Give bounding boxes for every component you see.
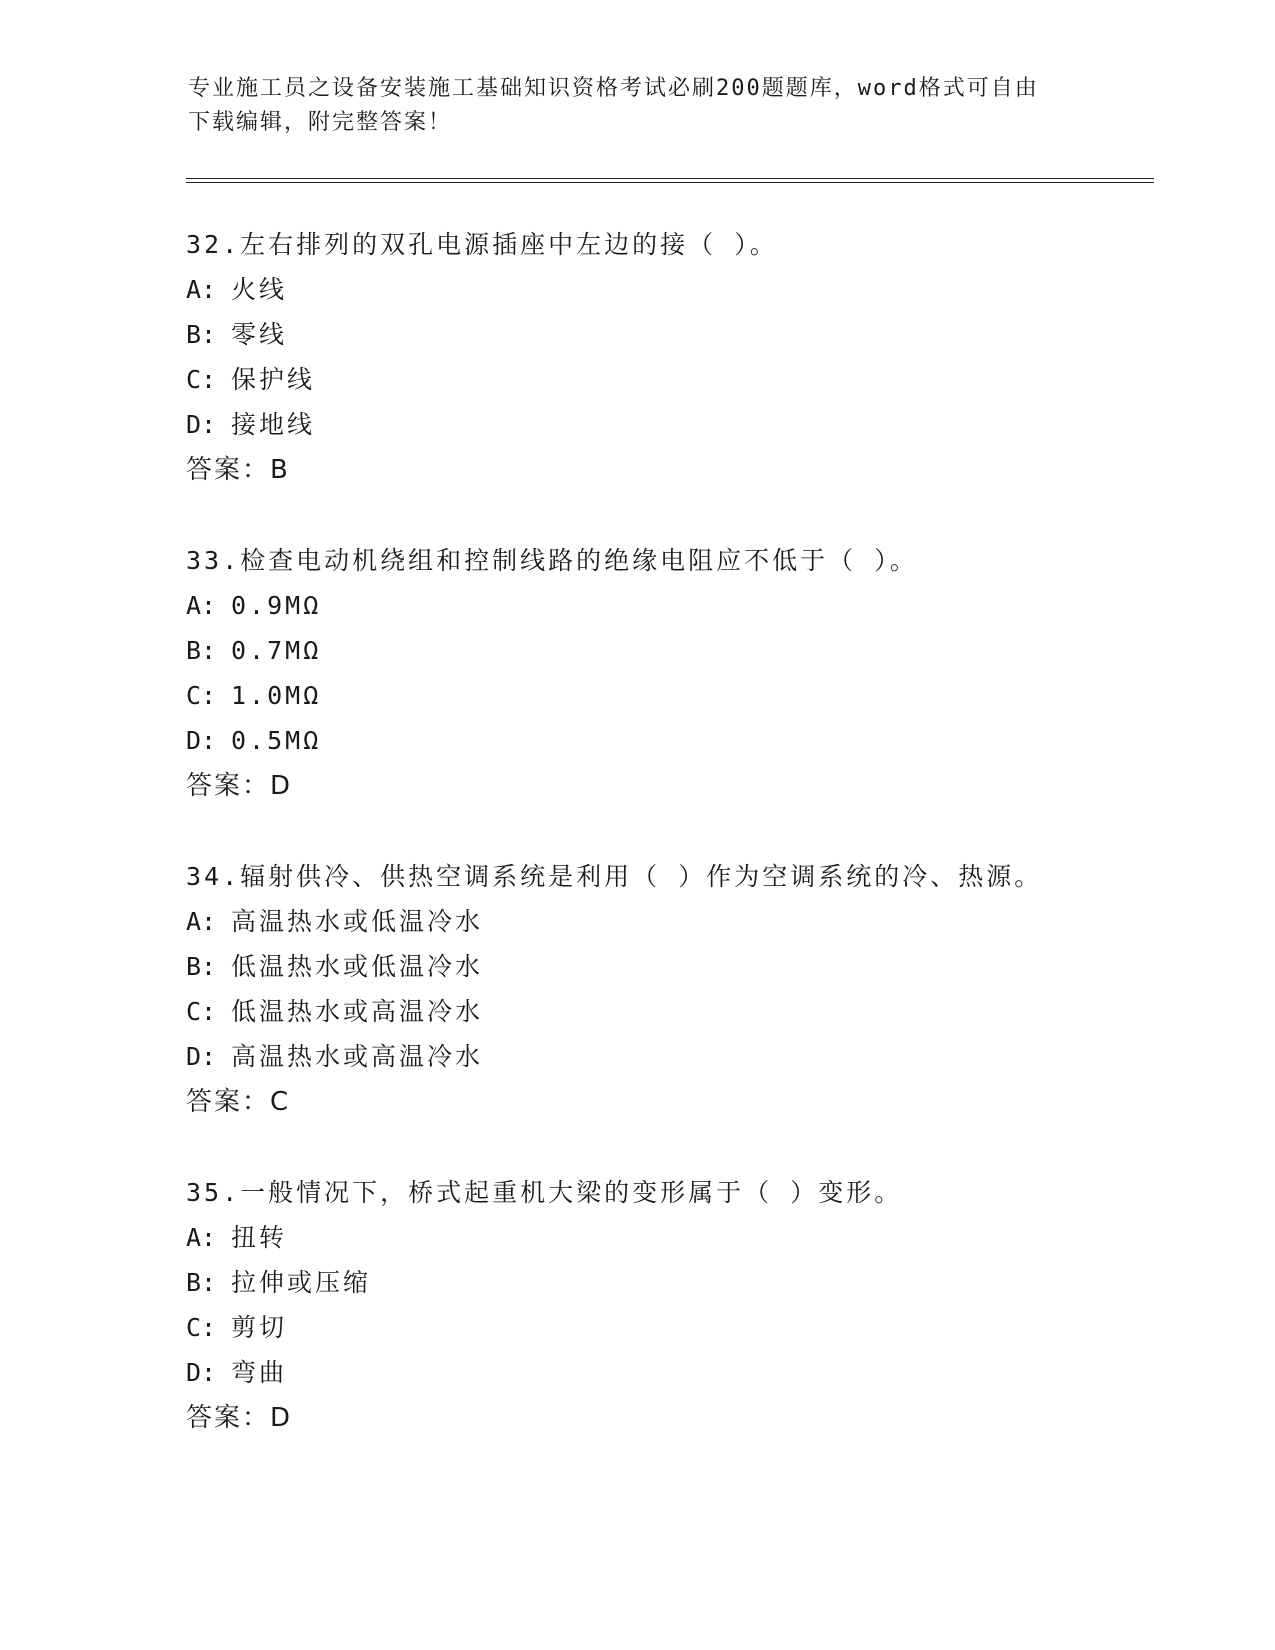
option-text: 火线 <box>231 275 288 304</box>
option-key: B: <box>186 320 217 349</box>
question-title: 35.一般情况下，桥式起重机大梁的变形属于（ ）变形。 <box>186 1178 903 1207</box>
option-key: B: <box>186 952 217 981</box>
question-34 <box>186 862 1186 1117</box>
option-key: D: <box>186 1358 217 1387</box>
option-c <box>186 997 1186 1027</box>
option-text: 剪切 <box>231 1313 288 1342</box>
option-a <box>186 275 1186 305</box>
option-text: 拉伸或压缩 <box>231 1268 372 1297</box>
answer-label: 答案：C <box>186 1087 291 1117</box>
question-title: 32.左右排列的双孔电源插座中左边的接（ ）。 <box>186 230 778 259</box>
option-key: A: <box>186 1223 217 1252</box>
answer-label: 答案：B <box>186 455 290 485</box>
option-a <box>186 907 1186 937</box>
option-key: A: <box>186 907 217 936</box>
question-35 <box>186 1178 1186 1433</box>
question-33 <box>186 546 1186 801</box>
option-key: A: <box>186 275 217 304</box>
header-divider <box>186 178 1154 183</box>
option-key: B: <box>186 1268 217 1297</box>
option-text: 0.5MΩ <box>231 726 322 755</box>
option-c <box>186 681 1186 711</box>
option-key: C: <box>186 997 217 1026</box>
option-d <box>186 1358 1186 1388</box>
option-c <box>186 365 1186 395</box>
option-text: 0.9MΩ <box>231 591 322 620</box>
option-text: 低温热水或低温冷水 <box>231 952 484 981</box>
option-text: 0.7MΩ <box>231 636 322 665</box>
option-d <box>186 726 1186 756</box>
option-d <box>186 410 1186 440</box>
answer-label: 答案：D <box>186 1403 293 1433</box>
option-key: D: <box>186 726 217 755</box>
option-text: 高温热水或高温冷水 <box>231 1042 484 1071</box>
option-a <box>186 1223 1186 1253</box>
option-text: 高温热水或低温冷水 <box>231 907 484 936</box>
option-d <box>186 1042 1186 1072</box>
option-key: A: <box>186 591 217 620</box>
option-text: 保护线 <box>231 365 316 394</box>
option-key: D: <box>186 410 217 439</box>
option-key: B: <box>186 636 217 665</box>
answer-label: 答案：D <box>186 771 293 801</box>
option-text: 扭转 <box>231 1223 288 1252</box>
option-text: 低温热水或高温冷水 <box>231 997 484 1026</box>
option-key: C: <box>186 1313 217 1342</box>
option-b <box>186 1268 1186 1298</box>
header-line-2: 下载编辑，附完整答案！ <box>188 110 453 135</box>
option-text: 零线 <box>231 320 288 349</box>
option-c <box>186 1313 1186 1343</box>
option-b <box>186 320 1186 350</box>
option-key: D: <box>186 1042 217 1071</box>
question-32 <box>186 230 1186 485</box>
option-text: 1.0MΩ <box>231 681 322 710</box>
document-header <box>188 72 1088 140</box>
option-a <box>186 591 1186 621</box>
question-title: 33.检查电动机绕组和控制线路的绝缘电阻应不低于（ ）。 <box>186 546 918 575</box>
question-title: 34.辐射供冷、供热空调系统是利用（ ）作为空调系统的冷、热源。 <box>186 862 1043 891</box>
option-key: C: <box>186 681 217 710</box>
header-line-1: 专业施工员之设备安装施工基础知识资格考试必刷200题题库，word格式可自由 <box>188 76 1039 101</box>
option-text: 弯曲 <box>231 1358 288 1387</box>
option-b <box>186 636 1186 666</box>
option-b <box>186 952 1186 982</box>
option-text: 接地线 <box>231 410 316 439</box>
option-key: C: <box>186 365 217 394</box>
